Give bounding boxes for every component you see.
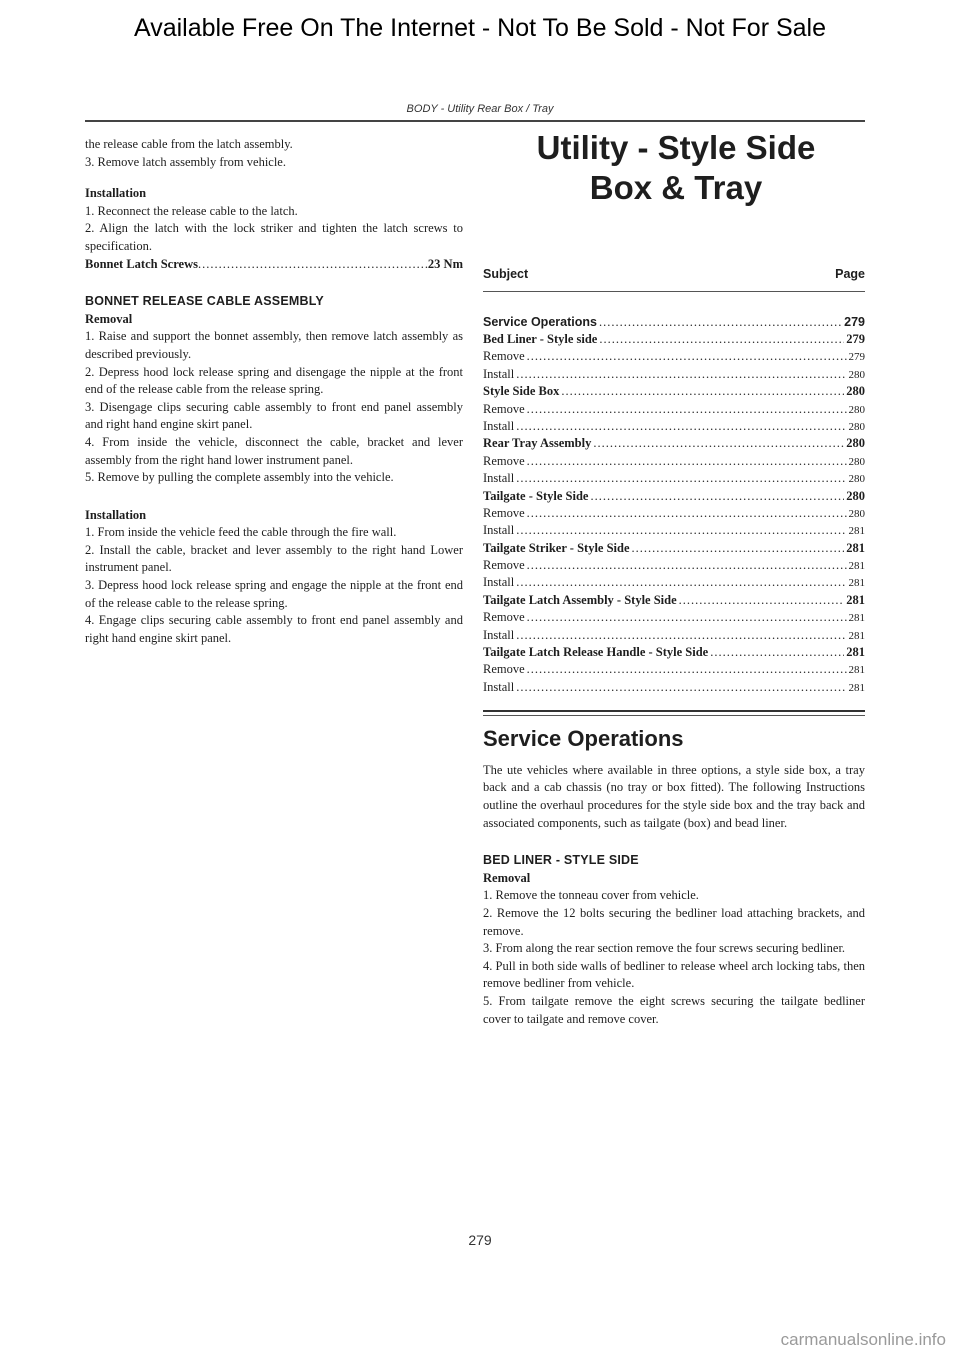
toc-leader bbox=[527, 453, 847, 471]
toc-entry-label: Tailgate Latch Assembly - Style Side bbox=[483, 592, 677, 607]
toc-entry-page: 281 bbox=[848, 681, 865, 694]
toc-leader bbox=[599, 331, 844, 349]
toc-leader bbox=[679, 592, 845, 610]
removal-step: 4. Pull in both side walls of bedliner to release wheel arch locking tabs, then remove bedliner from vehicle. bbox=[483, 958, 865, 991]
toc-entry-label: Install bbox=[483, 523, 515, 538]
installation-step: 4. Engage clips securing cable assembly to front end panel assembly and right hand engine skirt panel. bbox=[85, 613, 463, 645]
toc-entry bbox=[483, 522, 865, 539]
page-title-line: Box & Tray bbox=[589, 169, 763, 206]
toc-entry-label: Remove bbox=[483, 401, 525, 416]
toc-leader bbox=[527, 609, 847, 627]
installation-step: 2. Install the cable, bracket and lever assembly to the right hand Lower instrument panel. bbox=[85, 542, 463, 575]
toc-entry-label: Remove bbox=[483, 558, 525, 573]
toc-entry-label: Tailgate - Style Side bbox=[483, 488, 589, 503]
installation-step: 1. Reconnect the release cable to the latch. bbox=[85, 203, 298, 218]
toc-entry bbox=[483, 574, 865, 591]
toc-leader bbox=[527, 505, 847, 523]
toc-page-label: Page bbox=[835, 267, 865, 281]
page-number: 279 bbox=[468, 1232, 492, 1248]
toc-leader bbox=[516, 366, 846, 384]
toc-entry-page: 281 bbox=[848, 560, 865, 573]
left-column bbox=[85, 136, 463, 647]
toc-entry bbox=[483, 557, 865, 574]
removal-step: 5. Remove by pulling the complete assembly into the vehicle. bbox=[85, 470, 394, 485]
toc-leader bbox=[710, 644, 844, 662]
installation-heading: Installation bbox=[85, 186, 147, 201]
toc-entry bbox=[483, 661, 865, 678]
toc-entry-label: Install bbox=[483, 471, 515, 486]
toc-entry-page: 280 bbox=[848, 455, 865, 468]
toc-entry-label: Bed Liner - Style side bbox=[483, 331, 598, 346]
section-rule bbox=[483, 710, 865, 712]
toc-entry-page: 280 bbox=[848, 420, 865, 433]
toc-entry bbox=[483, 366, 865, 383]
running-head: BODY - Utility Rear Box / Tray bbox=[406, 103, 554, 115]
toc-entry-label: Remove bbox=[483, 349, 525, 364]
toc-entry-label: Tailgate Striker - Style Side bbox=[483, 540, 630, 555]
toc-entry-label: Install bbox=[483, 679, 515, 694]
toc-entry-label: Tailgate Latch Release Handle - Style Side bbox=[483, 645, 709, 660]
toc-entry-page: 280 bbox=[848, 473, 865, 486]
toc-entry-label: Rear Tray Assembly bbox=[483, 436, 592, 451]
toc-entry-label: Install bbox=[483, 366, 515, 381]
toc-entry-page: 279 bbox=[846, 331, 865, 346]
toc-entry bbox=[483, 644, 865, 661]
toc-entry-page: 281 bbox=[846, 592, 865, 607]
site-watermark: carmanualsonline.info bbox=[780, 1330, 946, 1349]
toc-leader bbox=[516, 418, 846, 436]
toc-entry-page: 280 bbox=[846, 436, 865, 451]
toc-entry-label: Install bbox=[483, 627, 515, 642]
toc-entry-label: Install bbox=[483, 418, 515, 433]
toc-entry bbox=[483, 348, 865, 365]
intro-line: the release cable from the latch assembly. bbox=[85, 137, 293, 151]
toc-entry-page: 281 bbox=[848, 525, 865, 538]
page-title bbox=[487, 128, 865, 208]
toc-entry bbox=[483, 540, 865, 557]
toc-entry bbox=[483, 505, 865, 522]
removal-step: 2. Remove the 12 bolts securing the bedliner load attaching brackets, and remove. bbox=[483, 905, 865, 938]
toc-rule bbox=[483, 291, 865, 292]
toc-leader bbox=[590, 488, 844, 506]
toc-entry bbox=[483, 627, 865, 644]
toc-leader bbox=[593, 435, 844, 453]
removal-step: 2. Depress hood lock release spring and disengage the nipple at the front end of the release cable from the release spring. bbox=[85, 364, 463, 397]
spec-leader bbox=[198, 256, 428, 274]
toc-entry bbox=[483, 679, 865, 696]
toc-entry-page: 281 bbox=[848, 664, 865, 677]
installation-step: 2. Align the latch with the lock striker and tighten the latch screws to specification. bbox=[85, 221, 463, 253]
toc-entry-page: 280 bbox=[846, 488, 865, 503]
toc-entry-page: 281 bbox=[848, 629, 865, 642]
toc-entry-page: 281 bbox=[846, 645, 865, 660]
toc-leader bbox=[599, 314, 842, 332]
toc-leader bbox=[516, 522, 846, 540]
table-of-contents bbox=[483, 314, 865, 697]
header-rule bbox=[85, 120, 865, 122]
toc-entry bbox=[483, 383, 865, 400]
toc-entry bbox=[483, 488, 865, 505]
section-rule bbox=[483, 715, 865, 716]
intro-line: 3. Remove latch assembly from vehicle. bbox=[85, 154, 286, 169]
service-paragraph: The ute vehicles where available in three options, a style side box, a tray back and a cab chassis (no tray or box fitted). The following Instructions outline the overhaul procedures for the style side box and the tray back and associated components, such as tailgate (box) and bead liner. bbox=[483, 762, 865, 830]
toc-entry-page: 281 bbox=[846, 540, 865, 555]
toc-leader bbox=[632, 540, 845, 558]
toc-entry bbox=[483, 609, 865, 626]
toc-entry-page: 281 bbox=[848, 612, 865, 625]
toc-entry-label: Style Side Box bbox=[483, 384, 560, 399]
spec-row bbox=[85, 256, 463, 274]
installation-step: 3. Depress hood lock release spring and engage the nipple at the front end of the release cable to the release spring. bbox=[85, 578, 463, 610]
toc-entry-page: 281 bbox=[848, 577, 865, 590]
toc-leader bbox=[527, 557, 847, 575]
spec-value: 23 Nm bbox=[427, 256, 463, 271]
removal-step: 1. Raise and support the bonnet assembly, then remove latch assembly as described previously. bbox=[85, 329, 463, 361]
right-column bbox=[483, 128, 865, 1028]
toc-entry-label: Service Operations bbox=[483, 314, 597, 329]
toc-entry-label: Install bbox=[483, 575, 515, 590]
toc-leader bbox=[527, 401, 847, 419]
cable-assembly-heading: BONNET RELEASE CABLE ASSEMBLY bbox=[85, 294, 324, 309]
toc-leader bbox=[527, 661, 847, 679]
toc-entry-page: 280 bbox=[848, 507, 865, 520]
toc-entry bbox=[483, 470, 865, 487]
installation-heading: Installation bbox=[85, 507, 147, 522]
removal-heading: Removal bbox=[85, 311, 133, 326]
toc-entry-page: 280 bbox=[848, 403, 865, 416]
toc-leader bbox=[516, 470, 846, 488]
toc-subject-label: Subject bbox=[483, 267, 529, 281]
toc-leader bbox=[516, 574, 846, 592]
toc-entry-page: 280 bbox=[846, 384, 865, 399]
toc-entry-label: Remove bbox=[483, 662, 525, 677]
toc-leader bbox=[527, 348, 847, 366]
toc-entry-label: Remove bbox=[483, 453, 525, 468]
removal-step: 5. From tailgate remove the eight screws securing the tailgate bedliner cover to tailgate and remove cover. bbox=[483, 993, 865, 1026]
toc-header bbox=[483, 266, 865, 284]
removal-step: 3. From along the rear section remove the four screws securing bedliner. bbox=[483, 941, 846, 956]
spec-label: Bonnet Latch Screws bbox=[85, 256, 198, 271]
toc-leader bbox=[516, 679, 846, 697]
toc-entry-page: 280 bbox=[848, 368, 865, 381]
toc-entry-label: Remove bbox=[483, 610, 525, 625]
toc-entry bbox=[483, 592, 865, 609]
installation-step: 1. From inside the vehicle feed the cable through the fire wall. bbox=[85, 525, 397, 540]
toc-entry-page: 279 bbox=[844, 314, 865, 329]
removal-step: 1. Remove the tonneau cover from vehicle. bbox=[483, 888, 699, 903]
toc-entry-page: 279 bbox=[848, 351, 865, 364]
removal-step: 4. From inside the vehicle, disconnect the cable, bracket and lever assembly from the right hand lower instrument panel. bbox=[85, 434, 463, 467]
service-operations-title: Service Operations bbox=[483, 726, 684, 752]
toc-entry bbox=[483, 435, 865, 452]
toc-entry bbox=[483, 401, 865, 418]
toc-entry-label: Remove bbox=[483, 505, 525, 520]
toc-entry bbox=[483, 314, 865, 331]
toc-entry bbox=[483, 418, 865, 435]
toc-leader bbox=[561, 383, 844, 401]
removal-heading: Removal bbox=[483, 870, 531, 885]
toc-entry bbox=[483, 453, 865, 470]
toc-leader bbox=[516, 627, 846, 645]
toc-entry bbox=[483, 331, 865, 348]
bed-liner-heading: BED LINER - STYLE SIDE bbox=[483, 853, 639, 868]
removal-step: 3. Disengage clips securing cable assembly to front end panel assembly and right hand engine skirt panel. bbox=[85, 399, 463, 432]
availability-banner: Available Free On The Internet - Not To Be Sold - Not For Sale bbox=[133, 14, 827, 42]
page-title-line: Utility - Style Side bbox=[536, 129, 816, 166]
